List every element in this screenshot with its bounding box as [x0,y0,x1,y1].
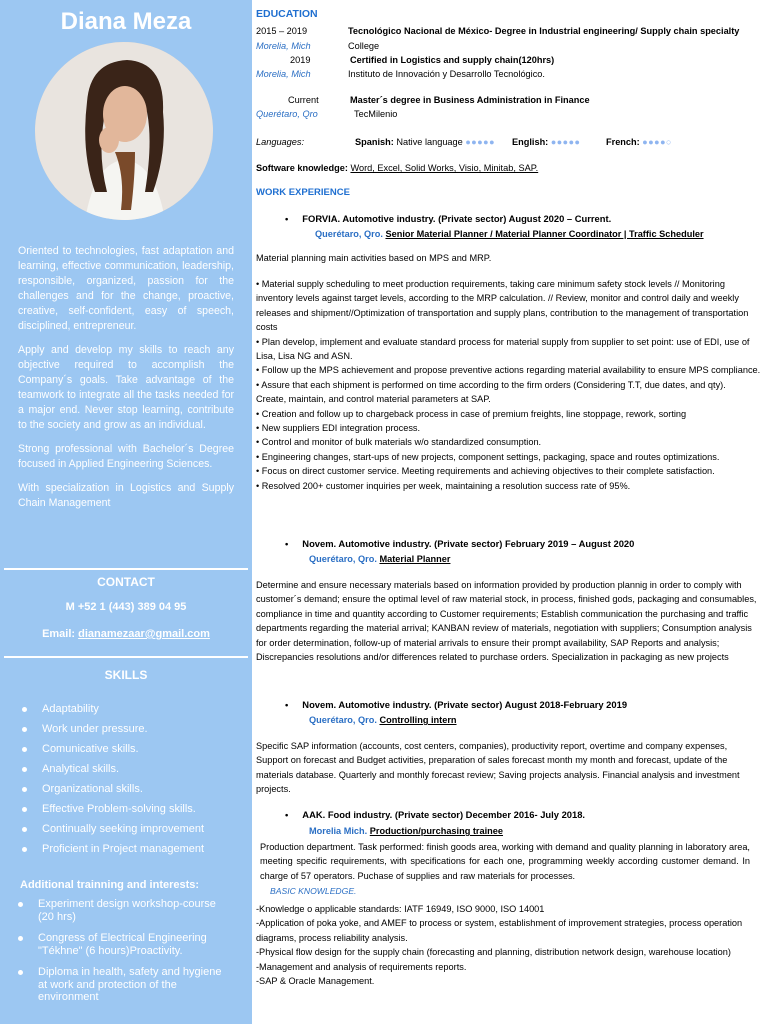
job-role: Material Planner [379,554,451,564]
bullet-icon [22,767,27,772]
email-link[interactable]: dianamezaar@gmail.com [78,628,210,640]
job-bullet: • Material supply scheduling to meet production requirements, taking care minimum safety stock levels // Monitoring inventory levels against target levels, according to the MRP calculation. // Review, monitor and control daily and weekly releases and shipment//Optimization of transportation and supply plans, contribution to the management of transportation costs [256,279,749,333]
job-role-line [315,229,704,239]
basic-knowledge-list [256,902,761,988]
education-date: 2015 – 2019 [256,26,308,36]
training-label: Diploma in health, safety and hygiene at work and protection of the environment [38,966,222,1003]
profile-summary [18,244,234,520]
divider [4,656,248,658]
basic-knowledge-item: -Physical flow design for the supply chain (forecasting and planning, distribution network design, warehouse location) [256,947,731,958]
skill-item [22,723,242,743]
training-label: Congress of Electrical Engineering "Tékhne" (6 hours)Proactivity. [38,932,207,957]
work-experience-title: WORK EXPERIENCE [256,187,350,198]
skill-label: Work under pressure. [42,723,148,735]
job-header [285,538,634,549]
language-french [606,137,672,147]
additional-training-list [18,898,230,1013]
education-school: Instituto de Innovación y Desarrollo Tecnológico. [348,69,545,79]
basic-knowledge-item: -Management and analysis of requirements reports. [256,961,467,972]
profile-paragraph: Strong professional with Bachelor´s Degree focused in Applied Engineering Sciences. [18,443,234,470]
education-degree: Tecnológico Nacional de México- Degree in Industrial engineering/ Supply chain specialty [348,26,740,36]
skill-label: Comunicative skills. [42,743,139,755]
job-description: Production department. Task performed: finish goods area, working with demand and quality planning in laboratory area, meeting specific requirements, with specifications for each one, programming weekly according customer demand. In charge of 57 operators. Puchase of supplies and raw materials for processes. [260,842,750,881]
spanish-level: Native language [396,137,463,147]
job-bullet: • Creation and follow up to chargeback process in case of premium freights, line stoppage, rework, sorting [256,408,687,419]
education-date: 2019 [290,55,311,65]
email-label: Email: [42,628,76,640]
profile-photo [35,42,213,220]
job-header [285,809,585,820]
job-role: Senior Material Planner / Material Planner Coordinator | Traffic Scheduler [385,229,704,239]
additional-training-title: Additional trainning and interests: [20,879,200,891]
french-label: French: [606,137,640,147]
candidate-name: Diana Meza [60,8,192,35]
education-place: Querétaro, Qro [256,109,318,119]
bullet-icon [22,707,27,712]
bullet-icon [22,807,27,812]
job-bullet: • New suppliers EDI integration process. [256,423,421,434]
bullet-icon: • [285,809,289,820]
job-header [285,699,627,710]
education-school: College [348,41,380,51]
job-location: Morelia Mich. [309,826,368,836]
email-line [0,628,252,640]
main-content [256,0,766,1024]
training-item [18,966,230,1004]
bullet-icon [18,902,23,907]
skill-item [22,763,242,783]
software-knowledge [256,163,538,173]
skill-label: Continually seeking improvement [42,823,205,835]
job-role-line [309,554,450,564]
education-place: Morelia, Mich [256,41,311,51]
training-label: Experiment design workshop-course (20 hrs) [38,898,216,923]
bullet-icon [22,847,27,852]
bullet-icon [22,747,27,752]
french-rating-icon: ●●●●○ [642,137,672,147]
language-english [512,137,581,147]
job-role: Controlling intern [379,715,457,725]
skills-title: SKILLS [104,668,148,682]
language-spanish [355,137,495,147]
languages-label: Languages: [256,137,305,147]
job-role-line [309,826,503,836]
skill-item [22,783,242,803]
job-role-line [309,715,457,725]
education-degree: Master´s degree in Business Administration in Finance [350,95,590,105]
software-value: Word, Excel, Solid Works, Visio, Minitab, SAP. [350,163,539,173]
software-label: Software knowledge: [256,163,348,173]
skill-item [22,823,242,843]
job-header-text: Novem. Automotive industry. (Private sector) February 2019 – August 2020 [302,538,635,549]
job-bullet: • Follow up the MPS achievement and propose preventive actions regarding material availability to ensure MPS compliance. [256,365,761,376]
skill-item [22,743,242,763]
bullet-icon [22,727,27,732]
basic-knowledge-title: BASIC KNOWLEDGE. [270,886,357,896]
sidebar [0,0,252,1024]
job-bullet: • Engineering changes, start-ups of new projects, component settings, packaging, space and routes optimizations. [256,451,720,462]
skill-label: Analytical skills. [42,763,120,775]
skill-label: Effective Problem-solving skills. [42,803,196,815]
job-location: Querétaro, Qro. [309,715,377,725]
bullet-icon: • [285,538,289,549]
bullet-icon [22,827,27,832]
job-location: Querétaro, Qro. [309,554,377,564]
english-rating-icon: ●●●●● [550,137,581,147]
job-header-text: FORVIA. Automotive industry. (Private sector) August 2020 – Current. [302,213,612,224]
spanish-rating-icon: ●●●●● [465,137,496,147]
job-role: Production/purchasing trainee [369,826,504,836]
education-degree: Certified in Logistics and supply chain(120hrs) [350,55,555,65]
job-description: Specific SAP information (accounts, cost centers, companies), productivity report, overtime and company expenses, Support on forecast and Budget activities, preparation of sales forecast month my month and forecast, update of the materials database. Quarterly and monthly forecast review; Saving projects analysis. Financial analysis and investment projects. [256,741,740,795]
education-place: Morelia, Mich [256,69,311,79]
basic-knowledge-item: -Knowledge o applicable standards: IATF 16949, ISO 9000, ISO 14001 [256,904,545,914]
phone-number: M +52 1 (443) 389 04 95 [65,601,187,613]
profile-paragraph: Oriented to technologies, fast adaptation and learning, effective communication, leadership, responsible, organized, passion for the challenges and for the change, proactive, creative, self-confident, easy of speech, disciplined, entrepreneur. [18,245,234,332]
basic-knowledge-item: -Application of poka yoke, and AMEF to process or system, establishment of improvement strategies, process operation diagrams, process reliability analysis. [256,918,743,943]
profile-paragraph: With specialization in Logistics and Supply Chain Management [18,482,234,509]
skills-list [22,703,242,863]
training-item [18,898,230,923]
bullet-icon [18,970,23,975]
job-bullet: • Control and monitor of bulk materials w/o standardized consumption. [256,437,542,448]
english-label: English: [512,137,549,147]
bullet-icon [18,936,23,941]
spanish-label: Spanish: [355,137,394,147]
bullet-icon: • [285,213,289,224]
skill-item [22,703,242,723]
education-school: TecMilenio [354,109,398,119]
skill-label: Adaptability [42,703,99,715]
job-header [285,213,611,224]
job-bullet: • Plan develop, implement and evaluate standard process for material supply from supplier to set point: use of EDI, use of Lisa, Lisa NG and ASN. [256,336,750,362]
job-bullet: • Focus on direct customer service. Meeting requirements and achieving objectives to their complete satisfaction. [256,466,715,477]
job-bullet: • Resolved 200+ customer inquiries per week, maintaining a resolution success rate of 95%. [256,480,631,491]
education-title: EDUCATION [256,8,318,20]
job-bullets [256,277,761,493]
divider [4,568,248,570]
training-item [18,932,230,957]
bullet-icon [22,787,27,792]
job-header-text: Novem. Automotive industry. (Private sector) August 2018-February 2019 [302,699,628,710]
skill-label: Organizational skills. [42,783,143,795]
contact-title: CONTACT [97,575,155,589]
basic-knowledge-item: -SAP & Oracle Management. [256,976,375,987]
job-description: Determine and ensure necessary materials based on information provided by production plannig in order to comply with customer´s demand; ensure the optimal level of raw material stock, in process, finished gods, packaging and consumables, compliance in time and quantity according to Customer requirements; Establish communication the purchasing and traffic departments regarding the material arrival; KANBAN review of materials, negotiation with suppliers; Consumption analysis for order determination, follow-up of material arrivals to ensure their prompt availability, SAP Reports and analysis; Discrepancies resolutions and/or differences related to purchase orders. Specialization in packaging as new projects [256,580,757,663]
profile-paragraph: Apply and develop my skills to reach any objective required to accomplish the Company´s goals. Take advantage of the teamwork to integrate all the tasks needed for a major end. Never stop learning, contribute to the society and grow as an individual. [18,344,234,431]
job-intro: Material planning main activities based on MPS and MRP. [256,253,492,263]
job-header-text: AAK. Food industry. (Private sector) December 2016- July 2018. [302,809,586,820]
skill-item [22,803,242,823]
job-location: Querétaro, Qro. [315,229,383,239]
skill-item [22,843,242,863]
job-bullet: Create, maintain, and control material parameters at SAP. [256,394,491,405]
skill-label: Proficient in Project management [42,843,205,855]
bullet-icon: • [285,699,289,710]
education-date: Current [288,95,319,105]
job-bullet: • Assure that each shipment is performed on time according to the firm orders (Considering T.T, due dates, and qty). [256,379,726,390]
